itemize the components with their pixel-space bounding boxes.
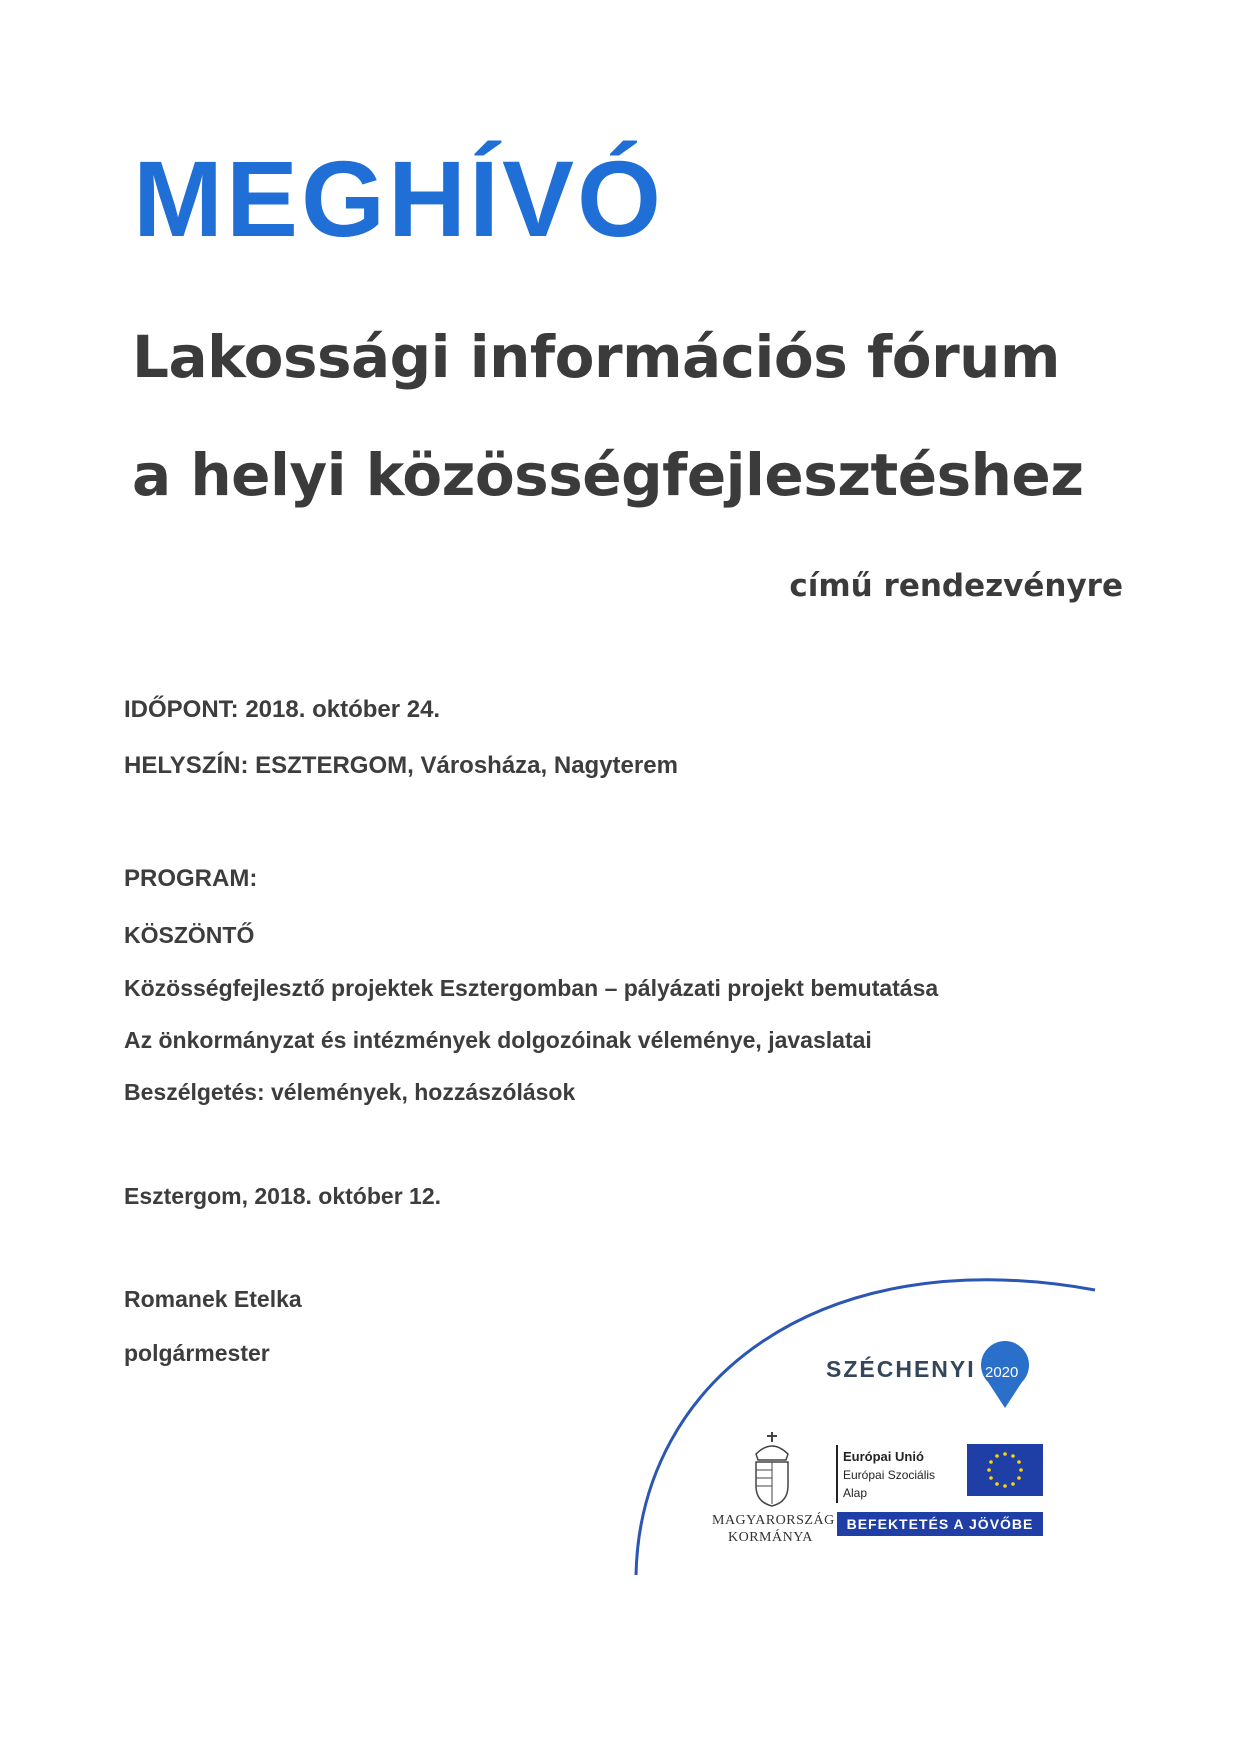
szechenyi-year: 2020 — [985, 1364, 1019, 1381]
government-label-line-2: KORMÁNYA — [728, 1530, 813, 1545]
event-location: HELYSZÍN: ESZTERGOM, Városháza, Nagyterem — [124, 752, 678, 779]
page-title: MEGHÍVÓ — [133, 138, 665, 259]
event-title-suffix: című rendezvényre — [789, 568, 1123, 604]
invest-label: BEFEKTETÉS A JÖVŐBE — [846, 1516, 1034, 1532]
program-item: Beszélgetés: vélemények, hozzászólások — [124, 1079, 576, 1105]
place-and-date: Esztergom, 2018. október 12. — [124, 1183, 442, 1209]
program-heading: PROGRAM: — [124, 865, 258, 892]
eu-label-line-2: Európai Szociális — [843, 1468, 936, 1482]
program-item: Az önkormányzat és intézmények dolgozóinak véleménye, javaslatai — [124, 1027, 872, 1053]
szechenyi-logo-text: SZÉCHENYI — [826, 1356, 976, 1382]
eu-divider — [836, 1445, 838, 1503]
signer-name: Romanek Etelka — [124, 1286, 302, 1312]
eu-flag-icon — [967, 1444, 1043, 1496]
event-date: IDŐPONT: 2018. október 24. — [124, 696, 441, 723]
event-title-line-2: a helyi közösségfejlesztéshez — [132, 441, 1084, 509]
eu-label-line-3: Alap — [843, 1486, 868, 1500]
program-item: Közösségfejlesztő projektek Esztergomban – pályázati projekt bemutatása — [124, 975, 939, 1001]
government-label-line-1: MAGYARORSZÁG — [712, 1513, 835, 1528]
invest-banner — [837, 1512, 1043, 1536]
eu-label-line-1: Európai Unió — [843, 1449, 924, 1464]
signer-title: polgármester — [124, 1340, 270, 1366]
coat-of-arms-icon — [750, 1430, 794, 1508]
event-title-line-1: Lakossági információs fórum — [132, 323, 1060, 391]
program-item: KÖSZÖNTŐ — [124, 922, 255, 948]
